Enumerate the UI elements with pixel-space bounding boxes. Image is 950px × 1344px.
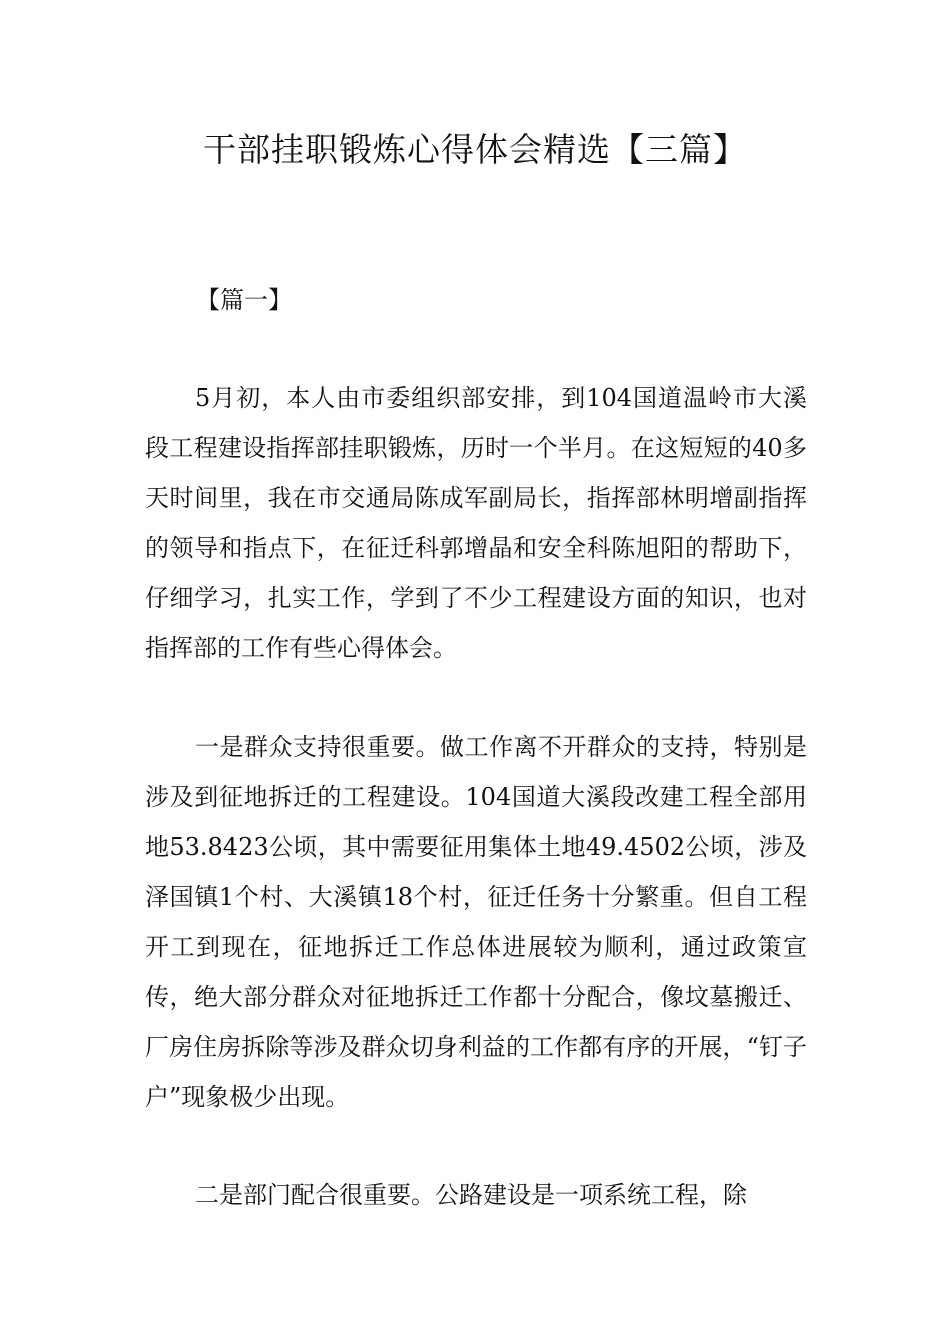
paragraph-2: 一是群众支持很重要。做工作离不开群众的支持，特别是涉及到征地拆迁的工程建设。104国道大溪段改建工程全部用地53.8423公顷，其中需要征用集体土地49.4502公顷，涉及泽国镇1个村、大溪镇18个村，征迁任务十分繁重。但自工程开工到现在，征地拆迁工作总体进展较为顺利，通过政策宣传，绝大部分群众对征地拆迁工作都十分配合，像坟墓搬迁、厂房住房拆除等涉及群众切身利益的工作都有序的开展，“钉子户”现象极少出现。 xyxy=(145,733,807,1111)
section-label: 【篇一】 xyxy=(196,286,292,314)
paragraph-1: 5月初，本人由市委组织部安排，到104国道温岭市大溪段工程建设指挥部挂职锻炼，历时一个半月。在这短短的40多天时间里，我在市交通局陈成军副局长，指挥部林明增副指挥的领导和指点下，在征迁科郭增晶和安全科陈旭阳的帮助下，仔细学习，扎实工作，学到了不少工程建设方面的知识，也对指挥部的工作有些心得体会。 xyxy=(145,384,807,662)
paragraph-3: 二是部门配合很重要。公路建设是一项系统工程，除 xyxy=(195,1181,747,1209)
document-title: 干部挂职锻炼心得体会精选【三篇】 xyxy=(203,130,747,169)
